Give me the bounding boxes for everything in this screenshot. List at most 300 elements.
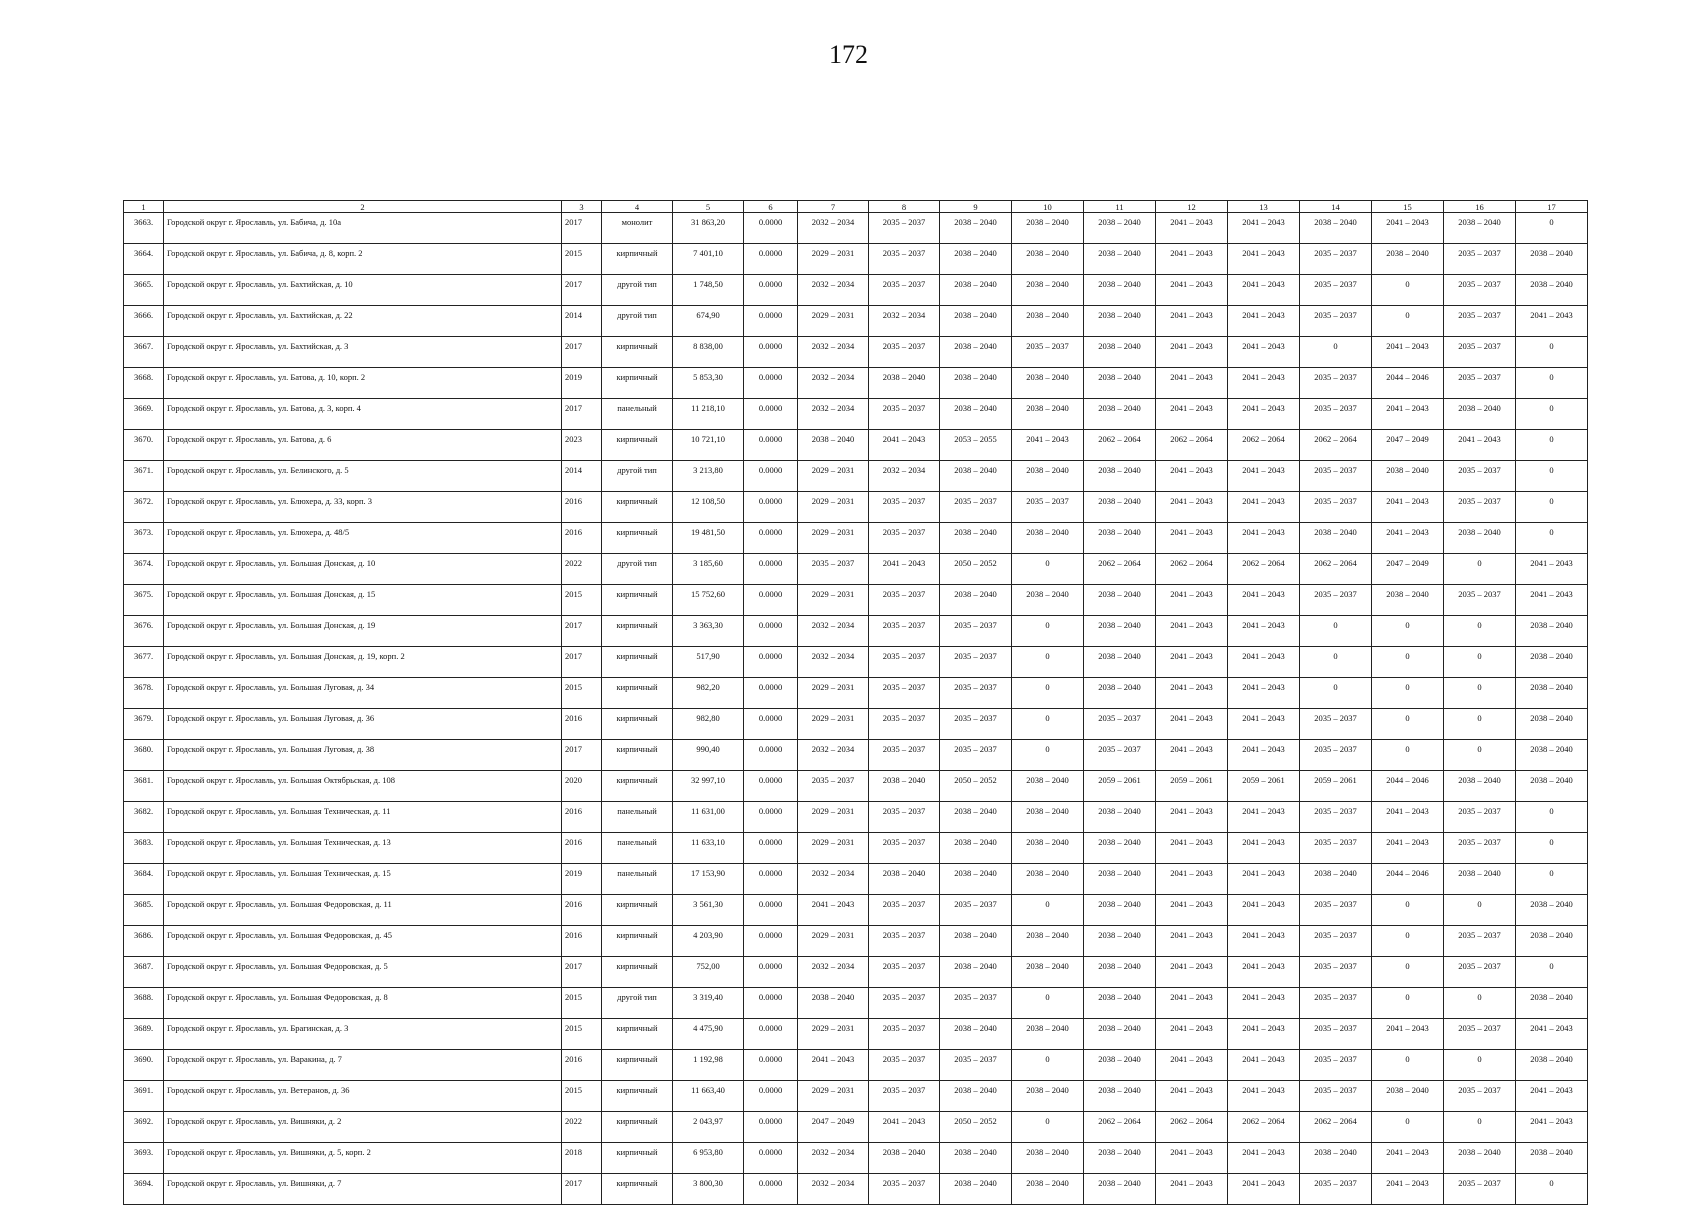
table-cell: 0 — [1012, 740, 1084, 771]
table-cell: Городской округ г. Ярославль, ул. Батова, д. 6 — [164, 430, 562, 461]
table-cell: 31 863,20 — [673, 213, 744, 244]
header-row — [124, 201, 1588, 213]
column-header: 16 — [1444, 201, 1516, 213]
table-cell: 2038 – 2040 — [1444, 1143, 1516, 1174]
table-cell: 0.0000 — [744, 1050, 798, 1081]
table-cell: 2032 – 2034 — [798, 1174, 869, 1205]
table-cell: 2032 – 2034 — [798, 1143, 869, 1174]
table-cell: 2020 — [562, 771, 602, 802]
table-cell: 2041 – 2043 — [1156, 647, 1228, 678]
table-cell: 2062 – 2064 — [1300, 430, 1372, 461]
table-cell: 2017 — [562, 275, 602, 306]
table-cell: 2041 – 2043 — [1156, 616, 1228, 647]
table-cell: 2041 – 2043 — [1156, 213, 1228, 244]
table-cell: 2035 – 2037 — [869, 1019, 940, 1050]
table-cell: 2050 – 2052 — [940, 1112, 1012, 1143]
table-cell: 2041 – 2043 — [1156, 1174, 1228, 1205]
table-cell: 32 997,10 — [673, 771, 744, 802]
table-cell: 0.0000 — [744, 647, 798, 678]
table-cell: 3 561,30 — [673, 895, 744, 926]
table-cell: 2038 – 2040 — [940, 926, 1012, 957]
table-cell: 0 — [1372, 957, 1444, 988]
table-cell: 2035 – 2037 — [1300, 1174, 1372, 1205]
table-cell: 2062 – 2064 — [1156, 554, 1228, 585]
table-cell: 2029 – 2031 — [798, 1081, 869, 1112]
table-cell: 2041 – 2043 — [1372, 399, 1444, 430]
table-cell: 2035 – 2037 — [1444, 1174, 1516, 1205]
table-cell: 2032 – 2034 — [869, 461, 940, 492]
table-cell: 2038 – 2040 — [1516, 244, 1588, 275]
table-cell: Городской округ г. Ярославль, ул. Ветеранов, д. 36 — [164, 1081, 562, 1112]
table-cell: 0 — [1516, 492, 1588, 523]
column-header: 11 — [1084, 201, 1156, 213]
table-cell: 2035 – 2037 — [1444, 306, 1516, 337]
table-cell: 2041 – 2043 — [1156, 709, 1228, 740]
table-cell: 12 108,50 — [673, 492, 744, 523]
table-cell: 2038 – 2040 — [940, 399, 1012, 430]
table-cell: 0.0000 — [744, 1174, 798, 1205]
table-cell: 0 — [1012, 554, 1084, 585]
table-cell: 0 — [1372, 740, 1444, 771]
table-cell: 3666. — [124, 306, 164, 337]
table-cell: Городской округ г. Ярославль, ул. Большая Донская, д. 15 — [164, 585, 562, 616]
table-cell: 0.0000 — [744, 430, 798, 461]
table-cell: 2041 – 2043 — [1516, 554, 1588, 585]
table-cell: 0 — [1444, 709, 1516, 740]
table-cell: 2035 – 2037 — [869, 244, 940, 275]
table-cell: 2041 – 2043 — [1156, 337, 1228, 368]
table-cell: 2041 – 2043 — [1372, 833, 1444, 864]
page-number: 172 — [829, 40, 868, 69]
table-cell: 0 — [1444, 616, 1516, 647]
table-cell: 2015 — [562, 1081, 602, 1112]
table-cell: 0.0000 — [744, 988, 798, 1019]
table-cell: 11 663,40 — [673, 1081, 744, 1112]
table-cell: 0.0000 — [744, 802, 798, 833]
table-cell: 2041 – 2043 — [1156, 895, 1228, 926]
table-cell: 2035 – 2037 — [1300, 833, 1372, 864]
table-cell: 2041 – 2043 — [1156, 988, 1228, 1019]
table-cell: 2041 – 2043 — [1228, 1019, 1300, 1050]
table-cell: 2017 — [562, 213, 602, 244]
table-cell: 2041 – 2043 — [1228, 213, 1300, 244]
table-cell: 2038 – 2040 — [1444, 523, 1516, 554]
table-cell: 2038 – 2040 — [1012, 833, 1084, 864]
table-cell: 2035 – 2037 — [869, 585, 940, 616]
table-cell: 752,00 — [673, 957, 744, 988]
table-row — [124, 523, 1588, 554]
table-cell: 2041 – 2043 — [1516, 585, 1588, 616]
table-cell: 2041 – 2043 — [1372, 802, 1444, 833]
table-cell: 2041 – 2043 — [1156, 585, 1228, 616]
table-cell: 2032 – 2034 — [798, 275, 869, 306]
table-row — [124, 368, 1588, 399]
table-cell: 2038 – 2040 — [1012, 1143, 1084, 1174]
table-cell: Городской округ г. Ярославль, ул. Блюхера, д. 48/5 — [164, 523, 562, 554]
table-cell: 2038 – 2040 — [1084, 833, 1156, 864]
table-cell: 0 — [1444, 895, 1516, 926]
table-cell: 2038 – 2040 — [1300, 523, 1372, 554]
table-cell: 2062 – 2064 — [1084, 430, 1156, 461]
table-cell: 3663. — [124, 213, 164, 244]
table-cell: 2035 – 2037 — [869, 213, 940, 244]
table-cell: 2015 — [562, 244, 602, 275]
table-cell: 2035 – 2037 — [1300, 275, 1372, 306]
table-cell: панельный — [602, 802, 673, 833]
table-cell: панельный — [602, 864, 673, 895]
table-body — [124, 213, 1588, 1205]
table-cell: 2041 – 2043 — [1156, 1019, 1228, 1050]
table-cell: 2041 – 2043 — [1156, 461, 1228, 492]
column-header: 6 — [744, 201, 798, 213]
table-cell: 2038 – 2040 — [940, 1143, 1012, 1174]
table-cell: 2047 – 2049 — [1372, 430, 1444, 461]
table-cell: 2038 – 2040 — [869, 368, 940, 399]
table-cell: 0 — [1444, 678, 1516, 709]
table-cell: 2035 – 2037 — [1300, 585, 1372, 616]
table-cell: 2038 – 2040 — [1084, 492, 1156, 523]
table-cell: 2038 – 2040 — [798, 430, 869, 461]
table-cell: 0.0000 — [744, 461, 798, 492]
table-row — [124, 864, 1588, 895]
table-cell: 2038 – 2040 — [940, 1174, 1012, 1205]
table-cell: 3690. — [124, 1050, 164, 1081]
table-cell: Городской округ г. Ярославль, ул. Большая Федоровская, д. 11 — [164, 895, 562, 926]
table-cell: 0.0000 — [744, 864, 798, 895]
table-cell: 2038 – 2040 — [1084, 1174, 1156, 1205]
table-cell: 2062 – 2064 — [1228, 430, 1300, 461]
table-cell: 3694. — [124, 1174, 164, 1205]
table-cell: кирпичный — [602, 523, 673, 554]
table-cell: 2041 – 2043 — [1012, 430, 1084, 461]
table-cell: 0 — [1372, 616, 1444, 647]
table-cell: 2038 – 2040 — [798, 988, 869, 1019]
table-cell: 2062 – 2064 — [1300, 1112, 1372, 1143]
table-cell: 2041 – 2043 — [1516, 1112, 1588, 1143]
table-cell: Городской округ г. Ярославль, ул. Большая Федоровская, д. 45 — [164, 926, 562, 957]
table-cell: 2053 – 2055 — [940, 430, 1012, 461]
table-cell: 2038 – 2040 — [940, 461, 1012, 492]
table-cell: 2041 – 2043 — [1228, 988, 1300, 1019]
table-cell: 0 — [1444, 988, 1516, 1019]
table-cell: Городской округ г. Ярославль, ул. Блюхера, д. 33, корп. 3 — [164, 492, 562, 523]
table-cell: 2041 – 2043 — [1228, 833, 1300, 864]
table-cell: 2029 – 2031 — [798, 802, 869, 833]
table-cell: 6 953,80 — [673, 1143, 744, 1174]
table-cell: 2038 – 2040 — [1012, 802, 1084, 833]
table-cell: 2035 – 2037 — [1300, 1050, 1372, 1081]
table-cell: 2019 — [562, 368, 602, 399]
table-cell: 2035 – 2037 — [1300, 306, 1372, 337]
table-cell: 0 — [1372, 988, 1444, 1019]
table-cell: кирпичный — [602, 1143, 673, 1174]
table-row — [124, 399, 1588, 430]
table-cell: 0.0000 — [744, 337, 798, 368]
table-cell: 2038 – 2040 — [1516, 647, 1588, 678]
table-cell: 2050 – 2052 — [940, 771, 1012, 802]
column-header: 12 — [1156, 201, 1228, 213]
table-cell: 3680. — [124, 740, 164, 771]
table-cell: 2035 – 2037 — [940, 1050, 1012, 1081]
column-header: 17 — [1516, 201, 1588, 213]
table-cell: 2038 – 2040 — [869, 864, 940, 895]
table-cell: 0 — [1300, 616, 1372, 647]
table-cell: 0 — [1516, 430, 1588, 461]
table-cell: 2038 – 2040 — [940, 523, 1012, 554]
table-cell: 0 — [1012, 1112, 1084, 1143]
table-cell: 2035 – 2037 — [1444, 492, 1516, 523]
table-cell: 3667. — [124, 337, 164, 368]
table-cell: кирпичный — [602, 492, 673, 523]
table-cell: 2038 – 2040 — [1084, 1081, 1156, 1112]
table-cell: 2062 – 2064 — [1228, 554, 1300, 585]
table-cell: 2035 – 2037 — [1444, 926, 1516, 957]
table-row — [124, 957, 1588, 988]
table-cell: 2032 – 2034 — [798, 399, 869, 430]
table-cell: 2035 – 2037 — [1444, 275, 1516, 306]
table-cell: 3688. — [124, 988, 164, 1019]
table-cell: 3676. — [124, 616, 164, 647]
table-cell: 2044 – 2046 — [1372, 368, 1444, 399]
table-cell: кирпичный — [602, 616, 673, 647]
table-cell: 2038 – 2040 — [1012, 1174, 1084, 1205]
table-cell: Городской округ г. Ярославль, ул. Большая Луговая, д. 38 — [164, 740, 562, 771]
table-cell: 2062 – 2064 — [1084, 1112, 1156, 1143]
table-row — [124, 740, 1588, 771]
table-cell: 0.0000 — [744, 771, 798, 802]
table-cell: 11 633,10 — [673, 833, 744, 864]
table-cell: 2016 — [562, 833, 602, 864]
table-row — [124, 213, 1588, 244]
table-cell: 2038 – 2040 — [940, 368, 1012, 399]
table-cell: 674,90 — [673, 306, 744, 337]
column-header: 4 — [602, 201, 673, 213]
table-cell: 2029 – 2031 — [798, 306, 869, 337]
table-row — [124, 895, 1588, 926]
table-cell: 2035 – 2037 — [940, 678, 1012, 709]
table-cell: 2038 – 2040 — [1084, 461, 1156, 492]
table-cell: Городской округ г. Ярославль, ул. Вишняки, д. 7 — [164, 1174, 562, 1205]
table-cell: 2038 – 2040 — [1084, 1143, 1156, 1174]
table-cell: 0 — [1516, 864, 1588, 895]
table-cell: 0 — [1372, 275, 1444, 306]
table-cell: 2032 – 2034 — [798, 616, 869, 647]
table-cell: 2041 – 2043 — [1228, 740, 1300, 771]
table-cell: 0 — [1372, 306, 1444, 337]
table-cell: 2038 – 2040 — [940, 275, 1012, 306]
table-cell: 2038 – 2040 — [1372, 1081, 1444, 1112]
table-cell: 2032 – 2034 — [798, 368, 869, 399]
table-cell: другой тип — [602, 275, 673, 306]
table-cell: 2041 – 2043 — [869, 1112, 940, 1143]
table-cell: 2047 – 2049 — [798, 1112, 869, 1143]
table-cell: 2032 – 2034 — [798, 337, 869, 368]
table-cell: 3 363,30 — [673, 616, 744, 647]
table-cell: 2029 – 2031 — [798, 926, 869, 957]
table-cell: 990,40 — [673, 740, 744, 771]
table-cell: 2035 – 2037 — [869, 709, 940, 740]
table-cell: 2038 – 2040 — [1084, 647, 1156, 678]
table-cell: 2038 – 2040 — [940, 957, 1012, 988]
table-cell: 2038 – 2040 — [1012, 585, 1084, 616]
table-cell: 3669. — [124, 399, 164, 430]
table-cell: 2035 – 2037 — [869, 895, 940, 926]
table-cell: 0 — [1444, 1050, 1516, 1081]
table-cell: 0 — [1516, 399, 1588, 430]
table-row — [124, 492, 1588, 523]
table-cell: 3674. — [124, 554, 164, 585]
table-cell: 3673. — [124, 523, 164, 554]
table-cell: 0 — [1300, 647, 1372, 678]
table-cell: 2038 – 2040 — [940, 244, 1012, 275]
table-cell: 0 — [1300, 678, 1372, 709]
table-cell: 1 748,50 — [673, 275, 744, 306]
table-cell: 2038 – 2040 — [1444, 213, 1516, 244]
table-cell: 2041 – 2043 — [1228, 926, 1300, 957]
table-cell: другой тип — [602, 988, 673, 1019]
table-cell: 2035 – 2037 — [1444, 461, 1516, 492]
table-cell: 3682. — [124, 802, 164, 833]
table-cell: кирпичный — [602, 740, 673, 771]
table-cell: 3684. — [124, 864, 164, 895]
column-header: 3 — [562, 201, 602, 213]
table-cell: 2041 – 2043 — [1228, 957, 1300, 988]
table-cell: 2038 – 2040 — [1012, 523, 1084, 554]
table-cell: 2038 – 2040 — [1372, 244, 1444, 275]
table-cell: 0 — [1444, 647, 1516, 678]
table-cell: 0 — [1516, 461, 1588, 492]
table-cell: 2041 – 2043 — [1372, 1019, 1444, 1050]
table-cell: 3677. — [124, 647, 164, 678]
table-cell: 2038 – 2040 — [1516, 678, 1588, 709]
table-cell: 2015 — [562, 678, 602, 709]
table-cell: 0 — [1444, 1112, 1516, 1143]
table-cell: 2041 – 2043 — [1516, 1019, 1588, 1050]
table-cell: 3689. — [124, 1019, 164, 1050]
table-cell: 2059 – 2061 — [1084, 771, 1156, 802]
table-cell: 0 — [1516, 213, 1588, 244]
column-header: 14 — [1300, 201, 1372, 213]
table-cell: 2038 – 2040 — [1012, 399, 1084, 430]
table-cell: 0.0000 — [744, 678, 798, 709]
table-cell: 1 192,98 — [673, 1050, 744, 1081]
table-cell: кирпичный — [602, 1019, 673, 1050]
table-cell: 5 853,30 — [673, 368, 744, 399]
table-cell: 0 — [1012, 616, 1084, 647]
table-cell: 2035 – 2037 — [869, 988, 940, 1019]
table-cell: 0 — [1372, 709, 1444, 740]
table-cell: 2062 – 2064 — [1300, 554, 1372, 585]
table-cell: 2019 — [562, 864, 602, 895]
table-cell: 0 — [1372, 1050, 1444, 1081]
table-cell: 2041 – 2043 — [1228, 275, 1300, 306]
column-header: 8 — [869, 201, 940, 213]
table-cell: Городской округ г. Ярославль, ул. Вишняки, д. 2 — [164, 1112, 562, 1143]
table-row — [124, 926, 1588, 957]
table-cell: 2016 — [562, 1050, 602, 1081]
table-cell: 3681. — [124, 771, 164, 802]
table-cell: Городской округ г. Ярославль, ул. Большая Техническая, д. 13 — [164, 833, 562, 864]
table-row — [124, 244, 1588, 275]
table-cell: 2035 – 2037 — [1012, 337, 1084, 368]
table-cell: 2041 – 2043 — [1156, 399, 1228, 430]
table-cell: 2035 – 2037 — [1444, 957, 1516, 988]
table-cell: 2035 – 2037 — [869, 740, 940, 771]
table-cell: кирпичный — [602, 1112, 673, 1143]
column-header: 2 — [164, 201, 562, 213]
table-cell: 0 — [1516, 368, 1588, 399]
table-cell: 2032 – 2034 — [798, 213, 869, 244]
table-cell: 0.0000 — [744, 275, 798, 306]
table-cell: 2041 – 2043 — [1156, 1050, 1228, 1081]
table-cell: 2041 – 2043 — [1228, 523, 1300, 554]
table-cell: 7 401,10 — [673, 244, 744, 275]
table-cell: 2038 – 2040 — [1084, 337, 1156, 368]
table-cell: 2038 – 2040 — [1012, 244, 1084, 275]
table-cell: 2041 – 2043 — [1372, 492, 1444, 523]
table-row — [124, 554, 1588, 585]
table-cell: 2038 – 2040 — [1084, 244, 1156, 275]
table-cell: 0 — [1372, 678, 1444, 709]
table-cell: 2038 – 2040 — [1300, 864, 1372, 895]
table-cell: 0.0000 — [744, 926, 798, 957]
table-cell: 3675. — [124, 585, 164, 616]
table-cell: 2041 – 2043 — [1156, 275, 1228, 306]
table-cell: 2035 – 2037 — [1300, 926, 1372, 957]
table-cell: 2035 – 2037 — [1300, 1019, 1372, 1050]
table-cell: кирпичный — [602, 368, 673, 399]
table-cell: 2029 – 2031 — [798, 833, 869, 864]
table-cell: 2038 – 2040 — [1012, 368, 1084, 399]
table-row — [124, 678, 1588, 709]
table-cell: 2038 – 2040 — [940, 337, 1012, 368]
table-cell: 2038 – 2040 — [1516, 771, 1588, 802]
table-cell: 2041 – 2043 — [1156, 802, 1228, 833]
table-cell: кирпичный — [602, 244, 673, 275]
table-row — [124, 802, 1588, 833]
table-cell: кирпичный — [602, 678, 673, 709]
table-row — [124, 1112, 1588, 1143]
table-cell: 2041 – 2043 — [1372, 213, 1444, 244]
table-cell: 2038 – 2040 — [1012, 926, 1084, 957]
table-cell: другой тип — [602, 461, 673, 492]
table-cell: 2038 – 2040 — [1444, 771, 1516, 802]
table-row — [124, 430, 1588, 461]
table-cell: 2035 – 2037 — [1300, 1081, 1372, 1112]
table-cell: 2022 — [562, 554, 602, 585]
table-cell: 2038 – 2040 — [869, 1143, 940, 1174]
table-cell: 2035 – 2037 — [869, 1081, 940, 1112]
table-cell: кирпичный — [602, 647, 673, 678]
table-cell: 2041 – 2043 — [798, 1050, 869, 1081]
table-cell: 2050 – 2052 — [940, 554, 1012, 585]
table-cell: 2041 – 2043 — [1156, 244, 1228, 275]
table-cell: Городской округ г. Ярославль, ул. Большая Донская, д. 10 — [164, 554, 562, 585]
table-cell: 4 203,90 — [673, 926, 744, 957]
table-cell: 0.0000 — [744, 1019, 798, 1050]
table-cell: 4 475,90 — [673, 1019, 744, 1050]
table-cell: 2017 — [562, 740, 602, 771]
column-header: 1 — [124, 201, 164, 213]
table-cell: 517,90 — [673, 647, 744, 678]
table-cell: 0.0000 — [744, 244, 798, 275]
table-cell: 2016 — [562, 802, 602, 833]
table-cell: 2029 – 2031 — [798, 461, 869, 492]
table-cell: 2014 — [562, 306, 602, 337]
table-cell: 2032 – 2034 — [798, 957, 869, 988]
table-cell: кирпичный — [602, 1050, 673, 1081]
column-header: 7 — [798, 201, 869, 213]
